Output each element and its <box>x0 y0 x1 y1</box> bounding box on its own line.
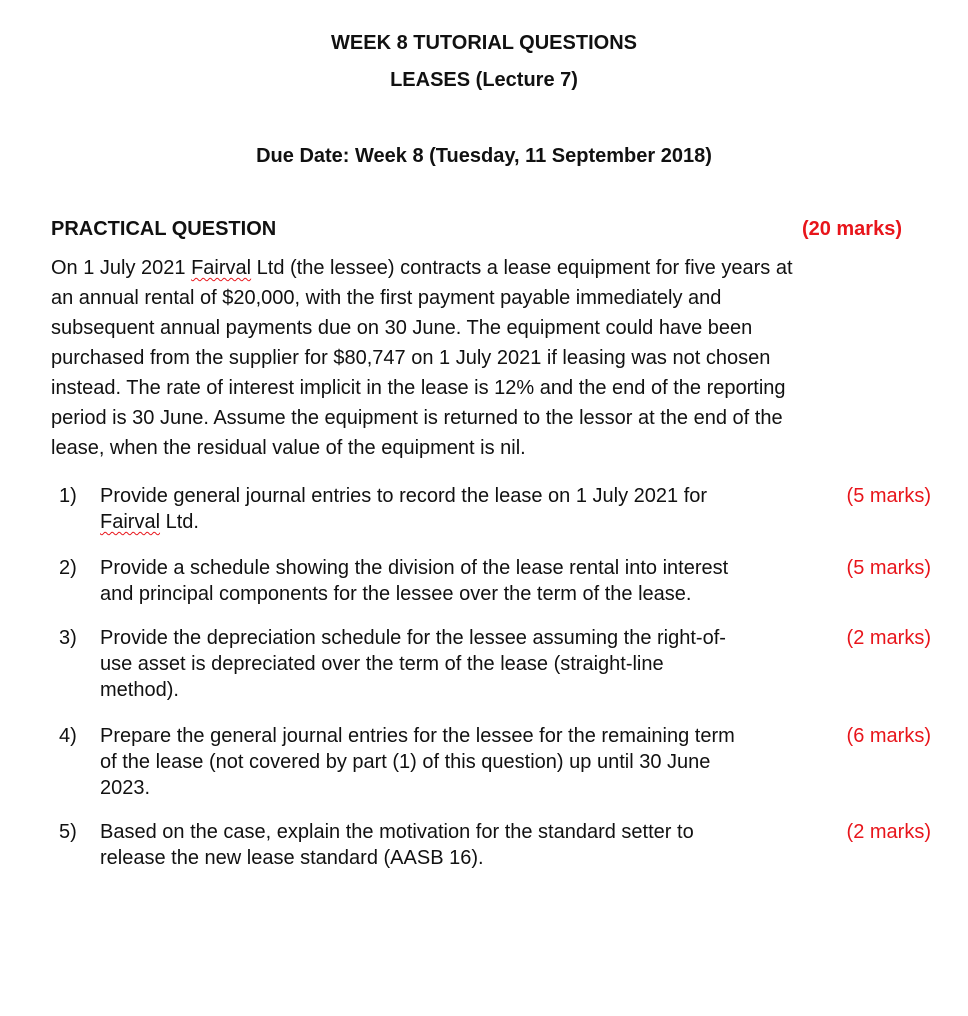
question-text: Provide general journal entries to record the lease on 1 July 2021 for Fairval Ltd. <box>100 485 708 533</box>
total-marks: (20 marks) <box>801 218 902 240</box>
question-marks: (6 marks) <box>846 725 931 747</box>
section-heading: PRACTICAL QUESTION <box>51 218 277 240</box>
document-title: WEEK 8 TUTORIAL QUESTIONS <box>331 32 637 54</box>
question-marks: (2 marks) <box>846 821 931 843</box>
due-date: Due Date: Week 8 (Tuesday, 11 September 2018) <box>256 145 712 167</box>
question-number: 2) <box>59 557 77 579</box>
question-number: 5) <box>59 821 77 843</box>
question-text: Based on the case, explain the motivation for the standard setter to release the new lease standard (AASB 16). <box>100 821 694 869</box>
question-text: Prepare the general journal entries for the lessee for the remaining term of the lease (not covered by part (1) of this question) up until 30 June 2023. <box>100 725 735 799</box>
document-subtitle: LEASES (Lecture 7) <box>390 69 578 91</box>
intro-line: an annual rental of $20,000, with the first payment payable immediately and <box>51 287 722 309</box>
spellcheck-word: Fairval <box>191 257 252 279</box>
question-marks: (2 marks) <box>846 627 931 649</box>
question-marks: (5 marks) <box>846 485 931 507</box>
intro-line: purchased from the supplier for $80,747 on 1 July 2021 if leasing was not chosen <box>51 347 771 369</box>
question-marks: (5 marks) <box>846 557 931 579</box>
intro-line: On 1 July 2021 Fairval Ltd (the lessee) contracts a lease equipment for five years at <box>51 257 793 279</box>
intro-line: period is 30 June. Assume the equipment is returned to the lessor at the end of the <box>51 407 783 429</box>
question-number: 4) <box>59 725 77 747</box>
question-text: Provide a schedule showing the division of the lease rental into interest and principal components for the lessee over the term of the lease. <box>100 557 729 605</box>
intro-line: lease, when the residual value of the equipment is nil. <box>51 437 526 459</box>
intro-line: instead. The rate of interest implicit in the lease is 12% and the end of the reporting <box>51 377 786 399</box>
spellcheck-word: Fairval <box>100 511 161 533</box>
intro-line: subsequent annual payments due on 30 June. The equipment could have been <box>51 317 753 339</box>
question-number: 1) <box>59 485 77 507</box>
question-text: Provide the depreciation schedule for the lessee assuming the right-of- use asset is depreciated over the term of the lease (straight-line method). <box>100 627 726 701</box>
question-number: 3) <box>59 627 77 649</box>
question-intro <box>51 253 891 463</box>
